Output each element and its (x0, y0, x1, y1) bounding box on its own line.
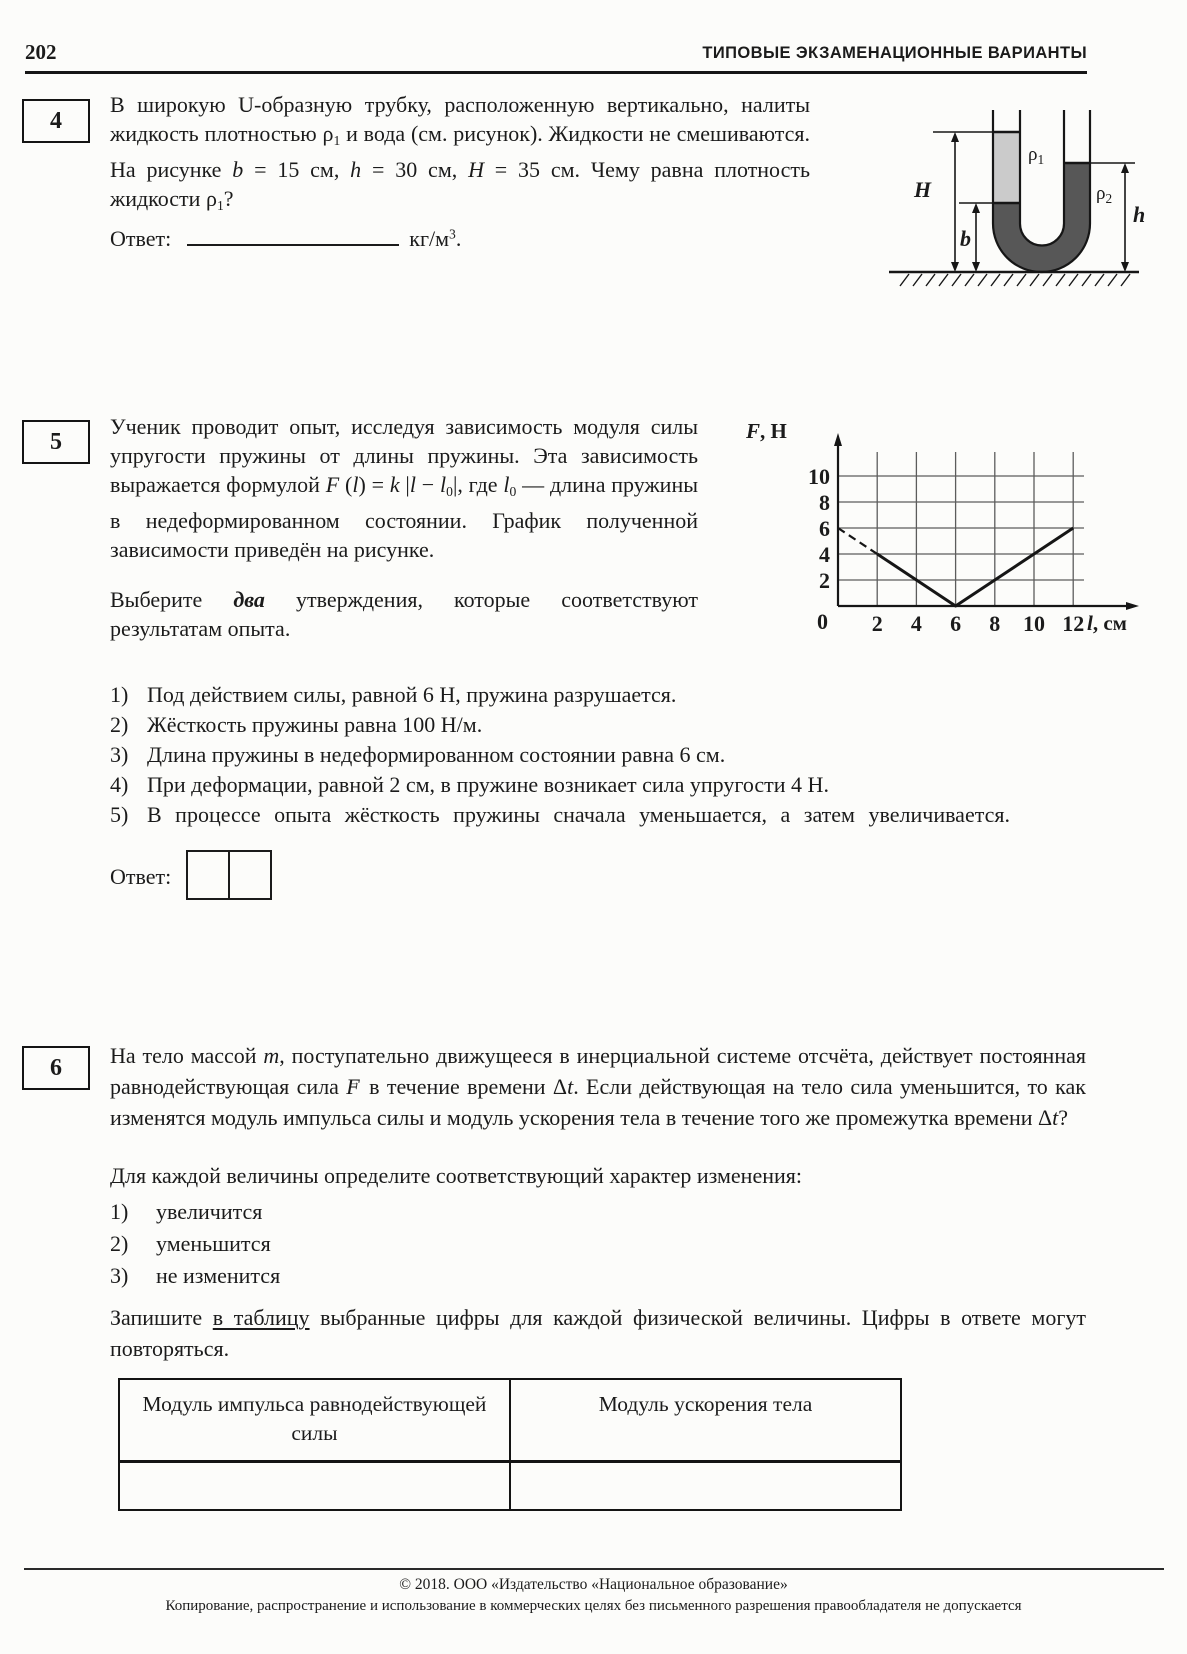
header-rule (25, 71, 1087, 74)
label-H: H (914, 177, 932, 202)
svg-text:4: 4 (910, 611, 922, 636)
answer-blank (187, 224, 399, 246)
svg-text:2: 2 (819, 568, 830, 593)
x-axis-label: l, см (1087, 611, 1127, 635)
label-b: b (960, 226, 971, 251)
problem5-number-box: 5 (22, 420, 90, 464)
problem5-statements (110, 680, 1090, 830)
table-header-acceleration: Модуль ускорения тела (510, 1379, 901, 1462)
footer-notice: Копирование, распространение и использование в коммерческих целях без письменного разрешения правообладателя не допускается (165, 1598, 1022, 1614)
svg-text:8: 8 (819, 490, 830, 515)
answer-unit: $кг/м^3$. (409, 226, 462, 251)
table-cell-impulse (119, 1462, 510, 1511)
problem5-choose-text: Выберите два утверждения, которые соответствуют результатам опыта. (110, 587, 698, 641)
table-cell-acceleration (510, 1462, 901, 1511)
problem5-answer-box (186, 850, 272, 900)
option-2: 2) уменьшится (110, 1231, 271, 1256)
problem4-text: В широкую U-образную трубку, расположенную вертикально, налиты жидкость плотностью ρ1 и вода (см. рисунок). Жидкости не смешиваются. На рисунке b = 15 см, h = 30 см, H = 35 см. Чему равна плотность жидкости ρ1? (110, 92, 811, 213)
tube-inner-wall (1020, 110, 1064, 245)
svg-text:10: 10 (808, 464, 830, 489)
y-axis-label: F, Н (746, 419, 787, 443)
problem6-text: На тело массой m, поступательно движущееся в инерциальной системе отсчёта, действует постоянная равнодействующая сила F → в течение времени Δt. Если действующая на тело сила уменьшится, то как изменятся модуль импульса силы и модуль ускорения тела в течение того же промежутка времени Δt? (110, 1040, 1086, 1133)
table-answer-row (119, 1462, 901, 1511)
answer-cell-1 (186, 850, 230, 900)
label-rho1: $\rho_1$ (1028, 144, 1045, 167)
problem5-answer-label: Ответ: (110, 864, 172, 889)
svg-text:8: 8 (989, 611, 1001, 636)
statement-5: 5) В процессе опыта жёсткость пружины сначала уменьшается, а затем увеличивается. (110, 802, 1010, 827)
svg-text:10: 10 (1023, 611, 1045, 636)
page-number: 202 (25, 40, 57, 64)
svg-text:0: 0 (817, 609, 828, 634)
option-1: 1) увеличится (110, 1199, 263, 1224)
answer-table (118, 1378, 902, 1511)
problem6-write-text: Запишите в таблицу выбранные цифры для каждой физической величины. Цифры в ответе могут повторяться. (110, 1305, 1086, 1361)
svg-text:6: 6 (950, 611, 962, 636)
footer-copyright: © 2018. ООО «Издательство «Национальное образование» (399, 1576, 788, 1593)
svg-text:2: 2 (871, 611, 883, 636)
answer-cell-2 (228, 850, 272, 900)
problem6-instruction: Для каждой величины определите соответствующий характер изменения: (110, 1163, 803, 1188)
footer-rule (24, 1568, 1164, 1570)
liquid1-fill (993, 132, 1020, 203)
table-header-impulse: Модуль импульса равнодействующей силы (119, 1379, 510, 1462)
svg-text:12: 12 (1062, 611, 1085, 636)
problem4-answer-line (110, 224, 461, 252)
statement-1: 1) Под действием силы, равной 6 Н, пружина разрушается. (110, 682, 677, 707)
option-3: 3) не изменится (110, 1263, 281, 1288)
problem4-number-box: 4 (22, 99, 90, 143)
label-h: h (1133, 202, 1146, 227)
header-title: ТИПОВЫЕ ЭКЗАМЕНАЦИОННЫЕ ВАРИАНТЫ (702, 44, 1087, 62)
statement-4: 4) При деформации, равной 2 см, в пружине возникает сила упругости 4 Н. (110, 772, 829, 797)
problem6-number-box: 6 (22, 1046, 90, 1090)
ground-hatching (900, 274, 1130, 286)
statement-3: 3) Длина пружины в недеформированном состоянии равна 6 см. (110, 742, 726, 767)
spring-force-graph (738, 416, 1144, 636)
svg-text:4: 4 (819, 542, 830, 567)
problem6-options (110, 1196, 280, 1292)
statement-2: 2) Жёсткость пружины равна 100 Н/м. (110, 712, 483, 737)
problem5-text: Ученик проводит опыт, исследуя зависимость модуля силы упругости пружины от длины пружины. Эта зависимость выражается формулой F (l) = k |l − l0|, где l0 — длина пружины в недеформированном состоянии. График полученной зависимости приведён на рисунке. (110, 414, 698, 562)
svg-text:6: 6 (819, 516, 830, 541)
answer-label: Ответ: (110, 226, 172, 251)
u-tube-figure (884, 100, 1146, 292)
label-rho2: $\rho_2$ (1096, 183, 1113, 206)
